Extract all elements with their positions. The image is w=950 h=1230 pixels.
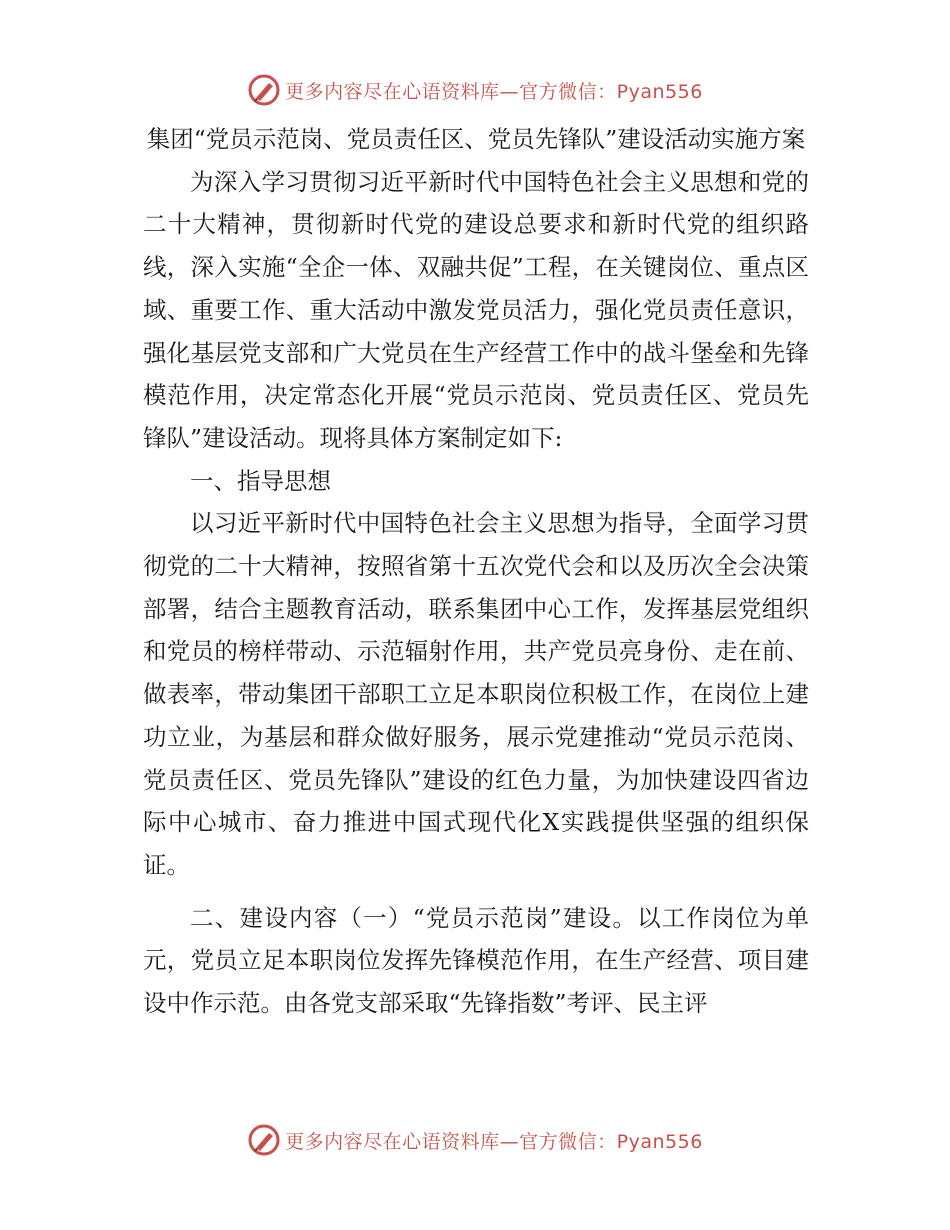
watermark-banner-top [0,70,950,110]
pen-logo-icon [247,73,281,107]
intro-paragraph: 为深入学习贯彻习近平新时代中国特色社会主义思想和党的二十大精神，贯彻新时代党的建设总要求和新时代党的组织路线，深入实施“全企一体、双融共促”工程，在关键岗位、重点区域、重要工作、重大活动中激发党员活力，强化党员责任意识，强化基层党支部和广大党员在生产经营工作中的战斗堡垒和先锋模范作用，决定常态化开展“党员示范岗、党员责任区、党员先锋队”建设活动。现将具体方案制定如下: [143,167,809,452]
guiding-ideology-paragraph: 以习近平新时代中国特色社会主义思想为指导，全面学习贯彻党的二十大精神，按照省第十五次党代会和以及历次全会决策部署，结合主题教育活动，联系集团中心工作，发挥基层党组织和党员的榜样带动、示范辐射作用，共产党员亮身份、走在前、做表率，带动集团干部职工立足本职岗位积极工作，在岗位上建功立业，为基层和群众做好服务，展示党建推动“党员示范岗、党员责任区、党员先锋队”建设的红色力量，为加快建设四省边际中心城市、奋力推进中国式现代化X实践提供坚强的组织保证。 [143,509,809,879]
paragraph-gap [143,887,809,897]
section-heading-guiding-ideology: 一、指导思想 [190,466,331,495]
document-title: 集团“党员示范岗、党员责任区、党员先锋队”建设活动实施方案 [146,125,806,153]
watermark-text: 更多内容尽在心语资料库—官方微信：Pyan556 [285,80,703,103]
pen-logo-icon [247,1123,281,1157]
watermark-text: 更多内容尽在心语资料库—官方微信：Pyan556 [285,1130,703,1153]
document-body [143,118,809,1025]
construction-content-paragraph: 二、建设内容（一）“党员示范岗”建设。以工作岗位为单元，党员立足本职岗位发挥先锋模范作用，在生产经营、项目建设中作示范。由各党支部采取“先锋指数”考评、民主评 [143,903,809,1018]
watermark-banner-bottom [0,1120,950,1160]
